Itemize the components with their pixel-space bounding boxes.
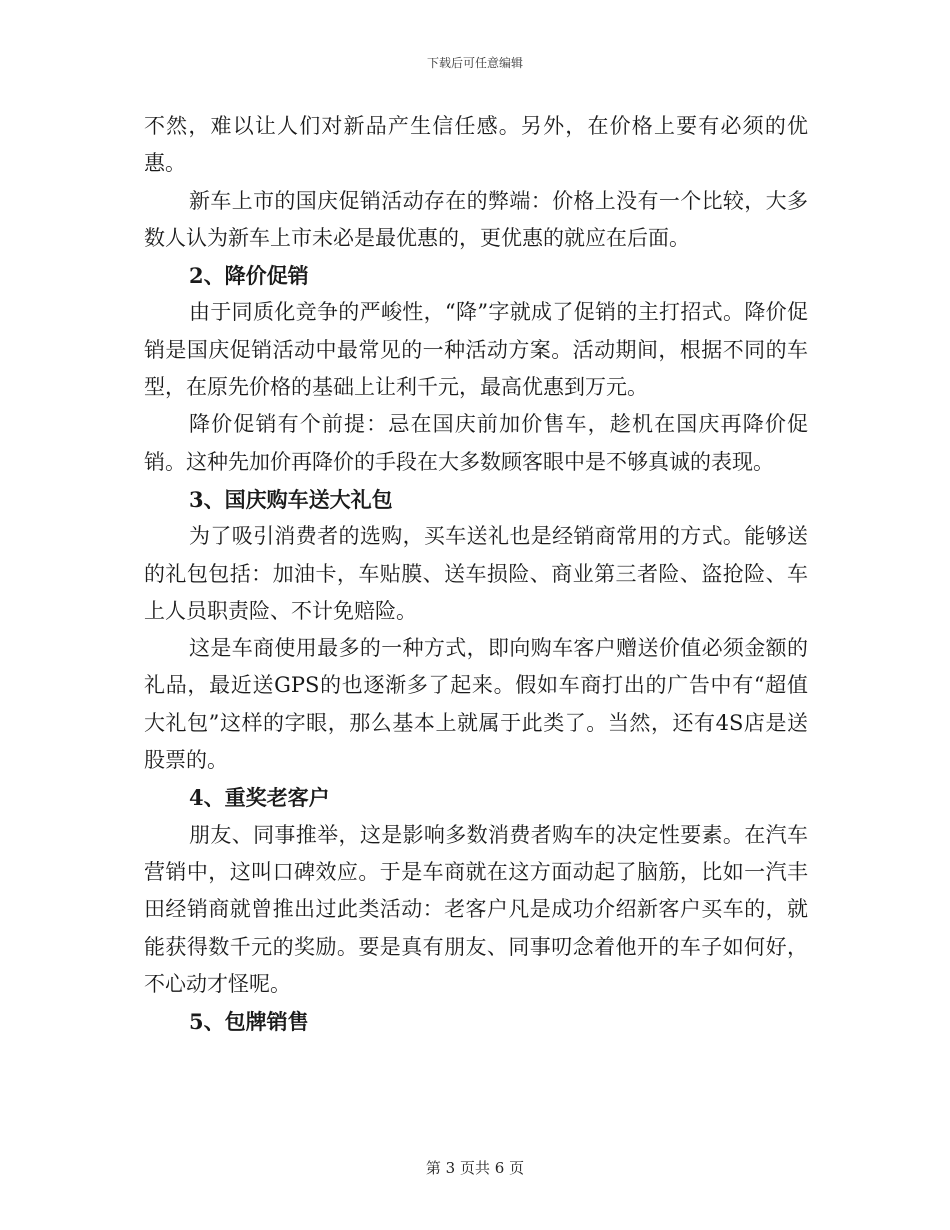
paragraph: 这是车商使用最多的一种方式，即向购车客户赠送价值必须金额的礼品，最近送GPS的也逐渐多了起来。假如车商打出的广告中有“超值大礼包”这样的字眼，那么基本上就属于此类了。当然，还有4S店是送股票的。 xyxy=(144,636,808,773)
section-heading-4: 4、重奖老客户 xyxy=(189,785,330,811)
section-heading-2: 2、降价促销 xyxy=(189,263,309,289)
paragraph: 朋友、同事推举，这是影响多数消费者购车的决定性要素。在汽车营销中，这叫口碑效应。于是车商就在这方面动起了脑筋，比如一汽丰田经销商就曾推出过此类活动：老客户凡是成功介绍新客户买车的，就能获得数千元的奖励。要是真有朋友、同事叨念着他开的车子如何好，不心动才怪呢。 xyxy=(144,822,808,996)
page-header: 下载后可任意编辑 xyxy=(426,56,523,70)
paragraph: 为了吸引消费者的选购，买车送礼也是经销商常用的方式。能够送的礼包包括：加油卡，车贴膜、送车损险、商业第三者险、盗抢险、车上人员职责险、不计免赔险。 xyxy=(144,524,808,623)
paragraph-continuation: 不然，难以让人们对新品产生信任感。另外，在价格上要有必须的优惠。 xyxy=(144,114,808,176)
paragraph: 由于同质化竞争的严峻性，“降”字就成了促销的主打招式。降价促销是国庆促销活动中最常见的一种活动方案。活动期间，根据不同的车型，在原先价格的基础上让利千元，最高优惠到万元。 xyxy=(144,300,808,400)
paragraph: 新车上市的国庆促销活动存在的弊端：价格上没有一个比较，大多数人认为新车上市未必是最优惠的，更优惠的就应在后面。 xyxy=(144,188,808,250)
paragraph: 降价促销有个前提：忌在国庆前加价售车，趁机在国庆再降价促销。这种先加价再降价的手段在大多数顾客眼中是不够真诚的表现。 xyxy=(144,412,808,474)
document-body xyxy=(144,108,808,1040)
section-heading-3: 3、国庆购车送大礼包 xyxy=(189,486,393,512)
section-heading-5: 5、包牌销售 xyxy=(189,1009,309,1035)
page-footer: 第 3 页共 6 页 xyxy=(425,1159,525,1177)
